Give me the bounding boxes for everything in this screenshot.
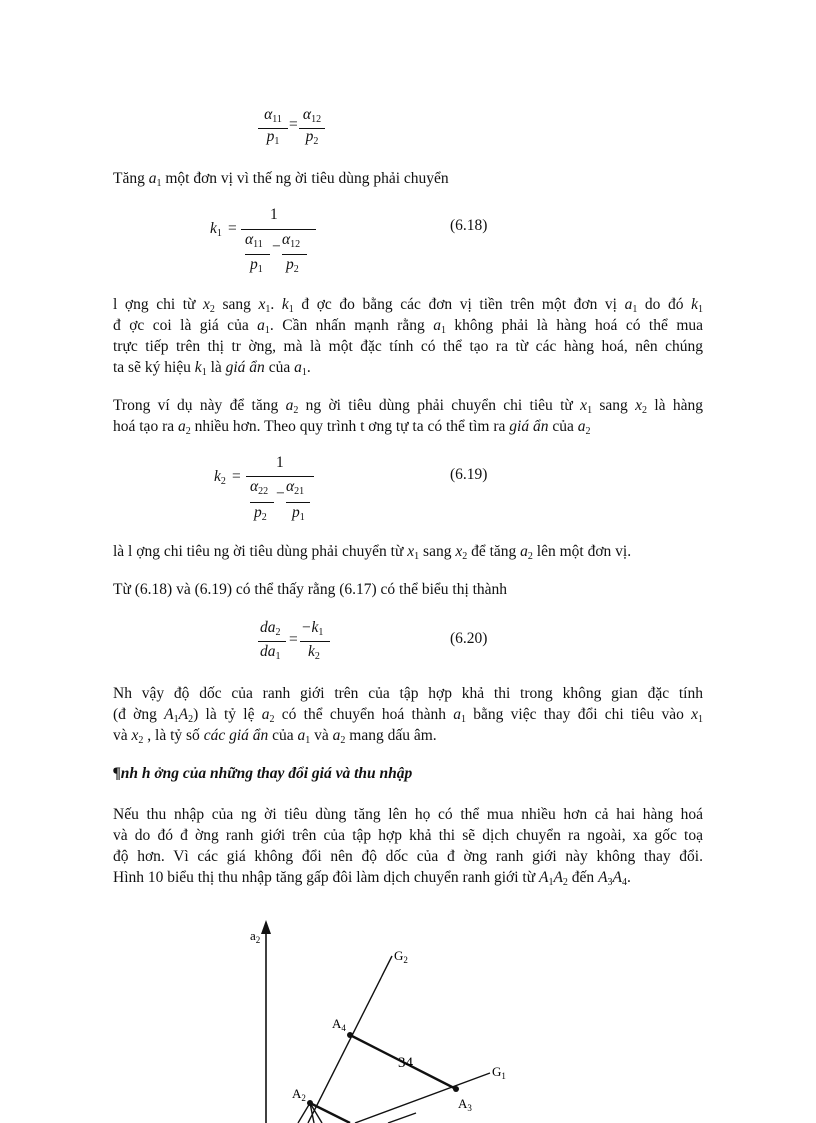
- paragraph-6-line-2: (đ ờng $A_1A_2$) là tỷ lệ $a_2$ có thể chuyển hoá thành $a_1$ bằng việc thay đổi chi tiêu vào $x_1$: [113, 706, 704, 725]
- paragraph-1: Tăng $a_1$ một đơn vị vì thế ng ời tiêu dùng phải chuyển: [113, 170, 449, 189]
- ray-a2-down-1: [298, 1103, 310, 1123]
- eq-top-right-den: $p_2$: [305, 128, 319, 147]
- a2-axis-arrow-icon: [261, 920, 271, 934]
- page-number: 34: [398, 1055, 413, 1071]
- ray-g1: [355, 1073, 490, 1123]
- eq-top-equals: =: [289, 116, 298, 133]
- a3-label: $A_3$: [458, 1096, 472, 1113]
- paragraph-7-line-3: độ hơn. Vì các giá không đổi nên độ dốc của đ ờng ranh giới này không thay đổi.: [113, 848, 703, 865]
- g2-label: $G_2$: [394, 948, 408, 965]
- a4-label: $A_4$: [332, 1016, 346, 1033]
- eq-top-left-den: $p_1$: [266, 128, 280, 147]
- paragraph-7-line-1: Nếu thu nhập của ng ời tiêu dùng tăng lên họ có thể mua nhiều hơn cả hai hàng hoá: [113, 806, 703, 823]
- point-a4: [347, 1032, 353, 1038]
- eq-top-right-num: $\alpha_{12}$: [302, 106, 322, 125]
- point-a2: [307, 1100, 313, 1106]
- ray-g2: [308, 956, 392, 1123]
- paragraph-4: là l ợng chi tiêu ng ời tiêu dùng phải chuyển từ $x_1$ sang $x_2$ để tăng $a_2$ lên một đơn vị.: [113, 543, 632, 562]
- g1-label: $G_1$: [492, 1064, 506, 1081]
- paragraph-3-line-2: hoá tạo ra $a_2$ nhiều hơn. Theo quy trình t ơng tự ta có thể tìm ra giá ẩn của $a_2$: [113, 418, 591, 437]
- eq-6-18: $k_1$ = 1 $\alpha_{11}$ − $\alpha_{12}$ $p_1$ $p_2$: [210, 204, 320, 284]
- paragraph-2-line-3: trực tiếp trên thị tr ờng, mà là một đặc tính có thể tạo ra từ các hàng hoá, nên chúng: [113, 338, 703, 355]
- eq-6-19: $k_2$ = 1 $\alpha_{22}$ − $\alpha_{21}$ $p_2$ $p_1$: [214, 454, 324, 534]
- ray-a2-right-low: [388, 1113, 416, 1123]
- point-a3: [453, 1086, 459, 1092]
- paragraph-2-line-2: đ ợc coi là giá của $a_1$. Cần nhấn mạnh rằng $a_1$ không phải là hàng hoá có thể mua: [113, 317, 704, 336]
- paragraph-2-line-4: ta sẽ ký hiệu $k_1$ là giá ẩn của $a_1$.: [113, 359, 311, 378]
- eq-6-18-label: (6.18): [450, 217, 488, 234]
- eq-top-left-num: $\alpha_{11}$: [264, 106, 282, 125]
- eq-6-20-label: (6.20): [450, 630, 488, 647]
- paragraph-2-line-1: l ợng chi từ $x_2$ sang $x_1$. $k_1$ đ ợc đo bằng các đơn vị tiền trên một đơn vị $a_1$ do đó $k_1$: [113, 296, 704, 315]
- paragraph-7-line-2: và do đó đ ờng ranh giới trên của tập hợp khả thi sẽ dịch chuyển ra ngoài, xa gốc toạ: [113, 827, 703, 844]
- a2-axis-label: $a_2$: [250, 928, 261, 945]
- paragraph-5: Từ (6.18) và (6.19) có thể thấy rằng (6.17) có thể biểu thị thành: [113, 581, 508, 598]
- a2-label: $A_2$: [292, 1086, 306, 1103]
- paragraph-7-line-4: Hình 10 biểu thị thu nhập tăng gấp đôi làm dịch chuyển ranh giới từ $A_1A_2$ đến $A_3A_4$.: [113, 869, 631, 888]
- paragraph-6-line-1: Nh vậy độ dốc của ranh giới trên của tập hợp khả thi trong không gian đặc tính: [113, 685, 703, 702]
- eq-6-19-label: (6.19): [450, 466, 488, 483]
- eq-6-20: $da_2$ $da_1$ = $-k_1$ $k_2$: [258, 619, 348, 669]
- paragraph-6-line-3: và $x_2$ , là tỷ số các giá ẩn của $a_1$ và $a_2$ mang dấu âm.: [113, 727, 437, 746]
- paragraph-3-line-1: Trong ví dụ này để tăng $a_2$ ng ời tiêu dùng phải chuyển chi tiêu từ $x_1$ sang $x_2$ là hàng: [113, 397, 704, 416]
- section-heading: ¶nh h ởng của những thay đổi giá và thu nhập: [113, 765, 413, 782]
